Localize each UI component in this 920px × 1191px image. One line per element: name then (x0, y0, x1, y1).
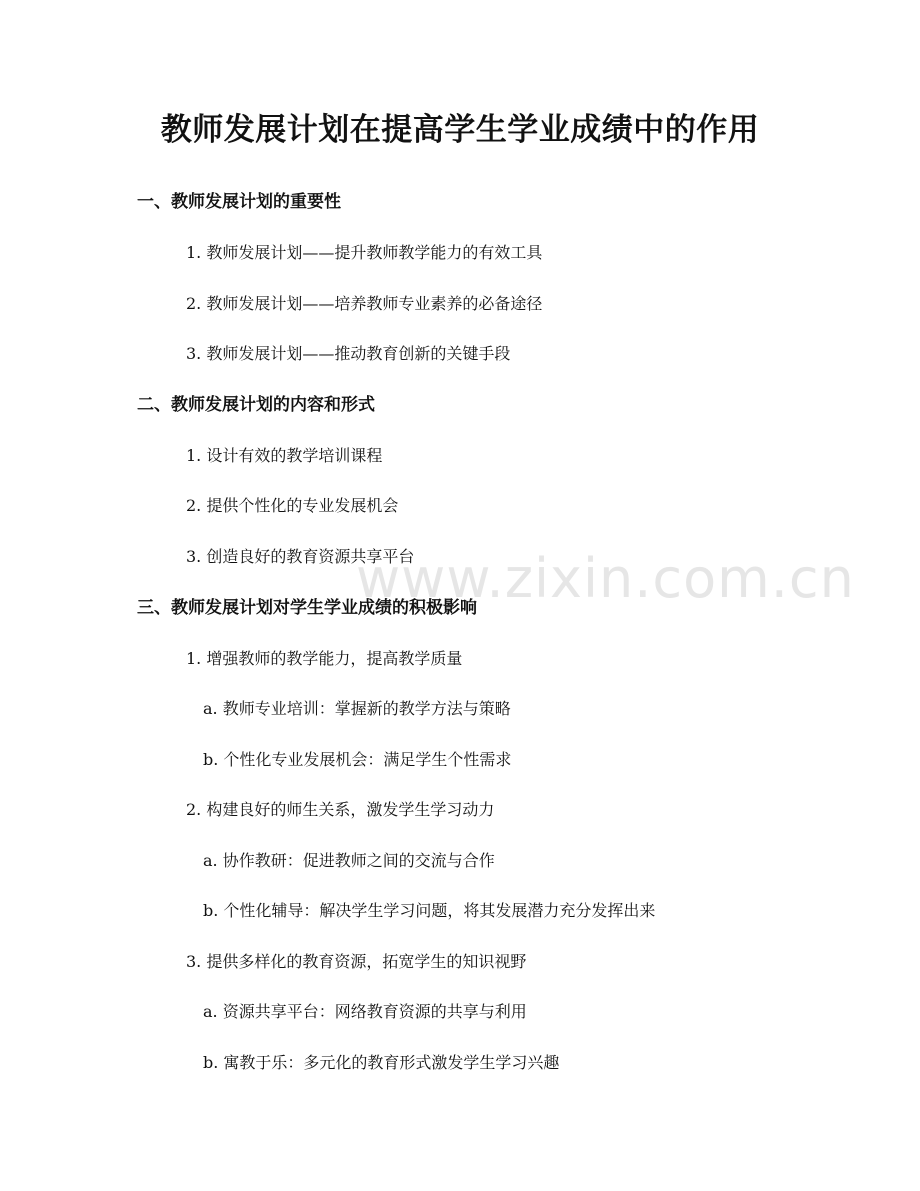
sub-list-item: b. 个性化专业发展机会：满足学生个性需求 (203, 750, 512, 769)
sub-list-item: b. 个性化辅导：解决学生学习问题，将其发展潜力充分发挥出来 (203, 901, 656, 920)
sub-list-item: b. 寓教于乐：多元化的教育形式激发学生学习兴趣 (203, 1053, 560, 1072)
page-title: 教师发展计划在提高学生学业成绩中的作用 (160, 112, 760, 148)
sub-list-item: a. 协作教研：促进教师之间的交流与合作 (203, 851, 495, 870)
watermark: www.zixin.com.cn (356, 547, 855, 610)
section-heading-1: 一、教师发展计划的重要性 (137, 192, 341, 212)
section-heading-3: 三、教师发展计划对学生学业成绩的积极影响 (137, 598, 477, 618)
list-item: 3. 提供多样化的教育资源，拓宽学生的知识视野 (186, 952, 527, 971)
list-item: 1. 教师发展计划——提升教师教学能力的有效工具 (186, 243, 543, 262)
list-item: 2. 构建良好的师生关系，激发学生学习动力 (186, 800, 495, 819)
list-item: 1. 设计有效的教学培训课程 (186, 446, 383, 465)
list-item: 2. 提供个性化的专业发展机会 (186, 496, 399, 515)
section-heading-2: 二、教师发展计划的内容和形式 (137, 395, 375, 415)
sub-list-item: a. 教师专业培训：掌握新的教学方法与策略 (203, 699, 511, 718)
list-item: 1. 增强教师的教学能力，提高教学质量 (186, 649, 463, 668)
list-item: 3. 教师发展计划——推动教育创新的关键手段 (186, 344, 511, 363)
list-item: 3. 创造良好的教育资源共享平台 (186, 547, 415, 566)
list-item: 2. 教师发展计划——培养教师专业素养的必备途径 (186, 294, 543, 313)
sub-list-item: a. 资源共享平台：网络教育资源的共享与利用 (203, 1002, 527, 1021)
